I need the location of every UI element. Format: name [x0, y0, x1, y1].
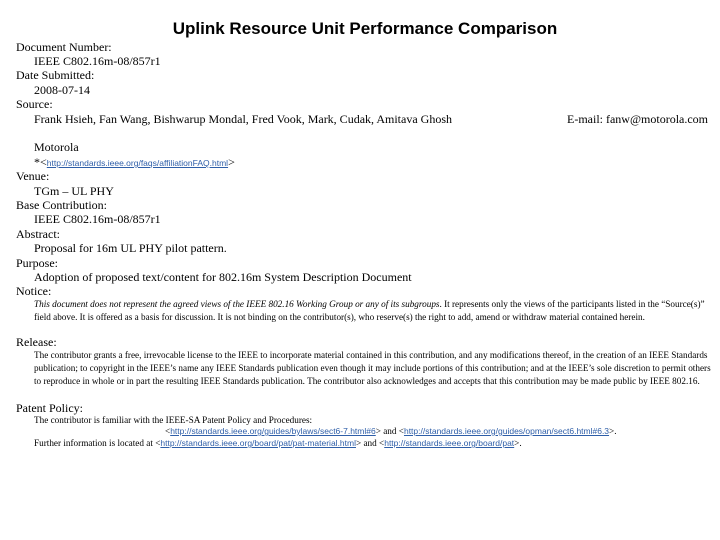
purpose-value: Adoption of proposed text/content for 802.16m System Description Document	[34, 270, 412, 284]
release-label: Release:	[16, 335, 57, 349]
notice-rest: . It represents only the views of the participants listed in the “Source(s)” field above. It is offered as a basis for discussion. It is not binding on the contributor(s), who reserve(s) the right to add, amend or withdraw material contained herein.	[34, 299, 705, 322]
affiliation-suffix: >	[228, 155, 235, 169]
notice-text	[34, 298, 710, 324]
abstract-label: Abstract:	[16, 227, 60, 241]
patent-further-prefix: Further information is located at <	[34, 438, 161, 448]
release-text: The contributor grants a free, irrevocable license to the IEEE to incorporate material contained in this contribution, and any modifications thereof, in the creation of an IEEE Standards publication; to copyright in the IEEE’s name any IEEE Standards publication even though it may include portions of this contribution; and at the IEEE’s sole discretion to permit others to reproduce in whole or in part the resulting IEEE Standards publication. The contributor also acknowledges and accepts that this contribution may be made public by IEEE 802.16.	[34, 350, 711, 386]
affiliation-faq-link[interactable]: http://standards.ieee.org/faqs/affiliationFAQ.html	[46, 158, 229, 168]
patent-close-1: >.	[609, 426, 617, 436]
document-number-value: IEEE C802.16m-08/857r1	[34, 54, 161, 68]
patent-close-2: >.	[514, 438, 522, 448]
page-title: Uplink Resource Unit Performance Comparison	[172, 19, 558, 38]
venue-value: TGm – UL PHY	[34, 184, 114, 198]
patent-policy-intro: The contributor is familiar with the IEEE-SA Patent Policy and Procedures:	[34, 415, 313, 425]
bylaws-link[interactable]: http://standards.ieee.org/guides/bylaws/sect6-7.html#6	[170, 426, 376, 436]
patent-open-1: <	[165, 426, 171, 436]
date-submitted-value: 2008-07-14	[34, 83, 90, 97]
patent-and-1: > and <	[375, 426, 404, 436]
source-authors: Frank Hsieh, Fan Wang, Bishwarup Mondal, Fred Vook, Mark, Cudak, Amitava Ghosh	[34, 112, 453, 126]
source-org: Motorola	[34, 140, 79, 154]
board-pat-link[interactable]: http://standards.ieee.org/board/pat	[384, 438, 515, 448]
pat-material-link[interactable]: http://standards.ieee.org/board/pat/pat-material.html	[160, 438, 356, 448]
source-label: Source:	[16, 97, 53, 111]
opman-link[interactable]: http://standards.ieee.org/guides/opman/sect6.html#6.3	[403, 426, 610, 436]
notice-label: Notice:	[16, 284, 52, 298]
base-contribution-value: IEEE C802.16m-08/857r1	[34, 212, 161, 226]
date-submitted-label: Date Submitted:	[16, 68, 95, 82]
abstract-value: Proposal for 16m UL PHY pilot pattern.	[34, 241, 227, 255]
affiliation-line	[34, 155, 235, 170]
patent-policy-label: Patent Policy:	[16, 401, 83, 415]
venue-label: Venue:	[16, 169, 50, 183]
purpose-label: Purpose:	[16, 256, 58, 270]
notice-italic: This document does not represent the agreed views of the IEEE 802.16 Working Group or any of its subgroups	[34, 299, 440, 309]
source-email: E-mail: fanw@motorola.com	[567, 112, 709, 126]
patent-and-2: > and <	[355, 438, 385, 448]
patent-policy-further-line	[34, 437, 522, 450]
document-number-label: Document Number:	[16, 40, 112, 54]
affiliation-prefix: *<	[34, 155, 47, 169]
base-contribution-label: Base Contribution:	[16, 198, 107, 212]
